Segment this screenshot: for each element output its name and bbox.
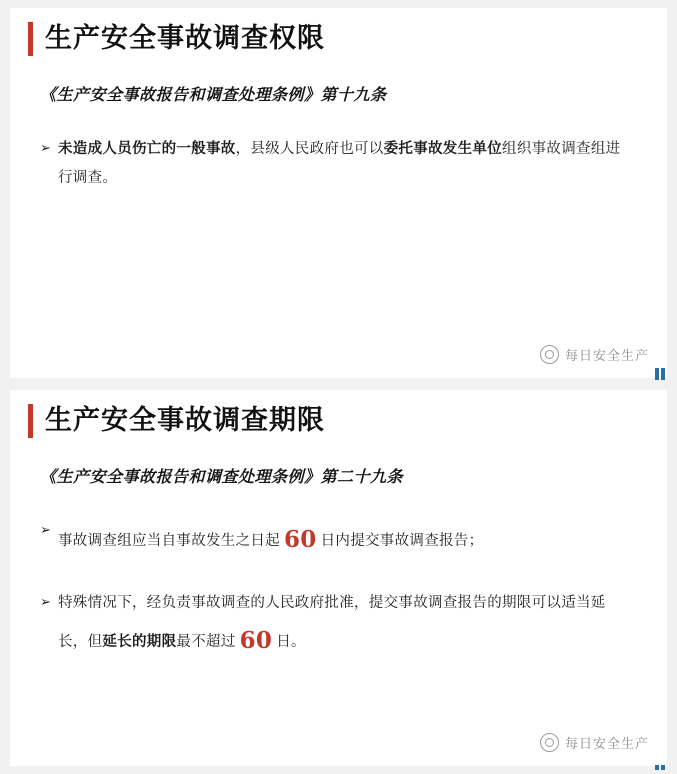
bullet-text (58, 135, 627, 193)
bullet-number: 60 (239, 627, 273, 654)
list-item (40, 517, 627, 563)
bullet-segment: 最不超过 (176, 634, 236, 650)
watermark-logo-icon (540, 345, 559, 364)
bullet-segment: 事故调查组应当自事故发生之日起 (58, 533, 280, 549)
bullet-number: 60 (284, 526, 317, 553)
title-accent-bar (28, 404, 33, 438)
arrow-bullet-icon: ➢ (40, 594, 51, 609)
bullet-segment: 委托事故发生单位 (383, 141, 503, 157)
slide-1 (10, 8, 667, 378)
list-item (40, 135, 627, 193)
slide-2 (10, 390, 667, 766)
bullet-segment: 日。 (276, 634, 306, 650)
bullet-segment: ，县级人民政府也可以 (235, 141, 384, 157)
watermark-logo-icon (540, 733, 559, 752)
bullet-segment: 未造成人员伤亡的一般事故 (58, 141, 236, 157)
arrow-bullet-icon: ➢ (40, 140, 51, 155)
slide-2-title: 生产安全事故调查期限 (45, 405, 325, 437)
slide-2-subtitle: 《生产安全事故报告和调查处理条例》第二十九条 (40, 467, 404, 486)
slide-2-bullets (10, 517, 667, 664)
slide-1-title: 生产安全事故调查权限 (45, 23, 325, 55)
watermark-label: 每日安全生产 (564, 348, 649, 363)
bullet-segment: 延长的期限 (102, 634, 177, 650)
list-item (40, 589, 627, 664)
watermark-label: 每日安全生产 (564, 736, 649, 751)
title-accent-bar (28, 22, 33, 56)
bullet-text (58, 589, 627, 664)
bullet-text (58, 517, 483, 563)
slide-1-subtitle: 《生产安全事故报告和调查处理条例》第十九条 (40, 85, 387, 104)
watermark (540, 733, 649, 752)
watermark (540, 345, 649, 364)
slide-1-bullets (10, 135, 667, 193)
slide-2-title-row (10, 404, 667, 438)
arrow-bullet-icon: ➢ (40, 522, 51, 537)
bullet-segment: 日内提交事故调查报告； (320, 533, 484, 549)
bullet-segment: 组织事故调查组进行调查。 (58, 141, 621, 186)
pause-marker-icon (655, 368, 665, 380)
bullet-segment: 特殊情况下，经负责事故调查的人民政府批准，提交事故调查报告的期限可以适当延长，但 (58, 595, 606, 650)
slide-1-title-row (10, 22, 667, 56)
bottom-marker-icon (655, 765, 665, 770)
